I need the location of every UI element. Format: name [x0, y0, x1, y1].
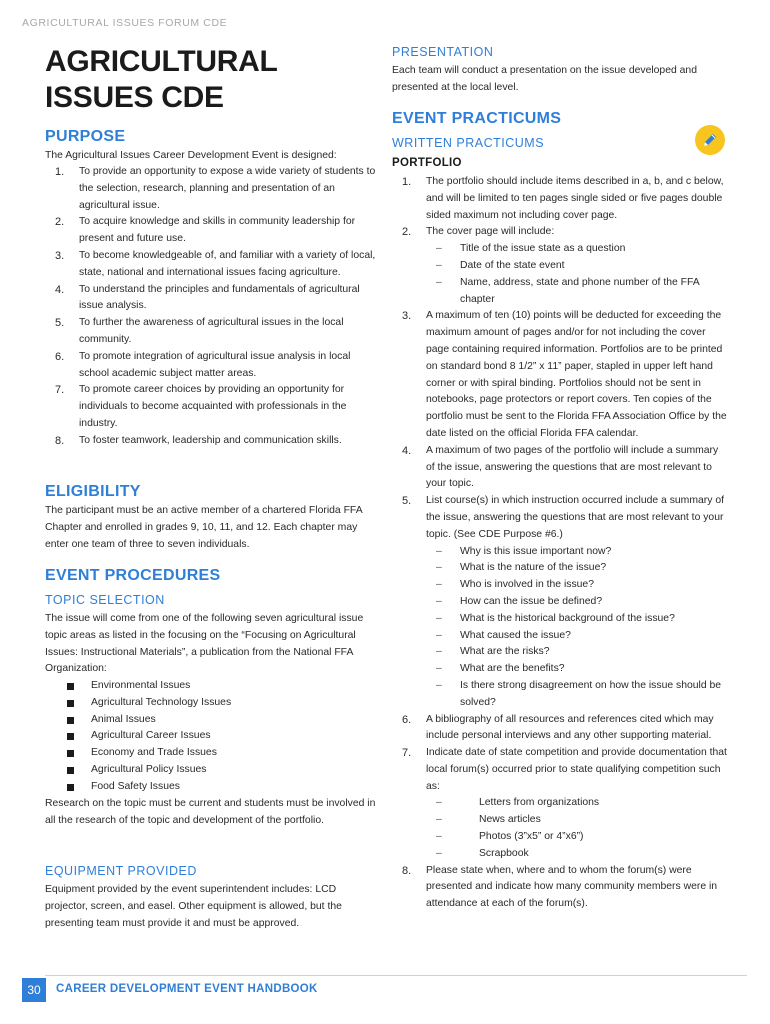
- item-number: 4.: [55, 283, 65, 296]
- sub-item: – Letters from organizations: [426, 795, 727, 812]
- topic-item: Agricultural Policy Issues: [45, 762, 380, 779]
- portfolio-item: [392, 863, 727, 913]
- item-number: 6.: [55, 350, 65, 363]
- purpose-intro: The Agricultural Issues Career Development Event is designed:: [45, 150, 337, 161]
- item-text: The portfolio should include items described in a, b, and c below, and will be limited to ten pages single sided or five pages double sided maximum not including cover page.: [426, 176, 724, 221]
- portfolio-item: [392, 308, 727, 442]
- purpose-item: [45, 248, 380, 282]
- purpose-item: [45, 315, 380, 349]
- written-practicums-heading: WRITTEN PRACTICUMS: [392, 136, 545, 150]
- sub-item: – What caused the issue?: [426, 628, 727, 645]
- item-number: 3.: [402, 310, 412, 323]
- purpose-item: [45, 214, 380, 248]
- sub-item: – Name, address, state and phone number of the FFA chapter: [426, 275, 727, 309]
- item-number: 8.: [402, 864, 412, 877]
- topic-item: Economy and Trade Issues: [45, 745, 380, 762]
- portfolio-item: [392, 712, 727, 746]
- page-number: 30: [22, 978, 46, 1002]
- purpose-item: [45, 164, 380, 214]
- item-number: 5.: [55, 317, 65, 330]
- footer-title: CAREER DEVELOPMENT EVENT HANDBOOK: [56, 983, 318, 995]
- purpose-item: [45, 282, 380, 316]
- event-procedures-heading: EVENT PROCEDURES: [45, 567, 221, 584]
- item-number: 7.: [402, 747, 412, 760]
- item-text: To become knowledgeable of, and familiar with a variety of local, state, national and international issues facing agriculture.: [79, 249, 376, 278]
- item-text: A bibliography of all resources and references cited which may include personal interviews and any other supporting material.: [426, 713, 714, 742]
- item-number: 1.: [402, 176, 412, 188]
- sub-item: – Date of the state event: [426, 258, 727, 275]
- pencil-icon: [695, 125, 725, 155]
- item-number: 3.: [55, 249, 65, 262]
- item-text: To promote career choices by providing an opportunity for individuals to become acquainted with professionals in the industry.: [79, 384, 347, 429]
- eligibility-text: The participant must be an active member of a chartered Florida FFA Chapter and enrolled in grades 9, 10, 11, and 12. Each chapter may enter one team of three to seven individuals.: [45, 505, 363, 550]
- equipment-heading: EQUIPMENT PROVIDED: [45, 864, 197, 878]
- sub-item: – What is the historical background of the issue?: [426, 611, 727, 628]
- sub-item: – Who is involved in the issue?: [426, 577, 727, 594]
- sub-item: – How can the issue be defined?: [426, 594, 727, 611]
- purpose-item: [45, 349, 380, 383]
- portfolio-heading: PORTFOLIO: [392, 157, 462, 169]
- sub-item: – Photos (3”x5” or 4”x6”): [426, 829, 727, 846]
- sub-item: – News articles: [426, 812, 727, 829]
- sub-list: [426, 241, 727, 308]
- item-number: 8.: [55, 434, 65, 447]
- page-title-line-2: ISSUES CDE: [45, 81, 224, 114]
- item-number: 1.: [55, 166, 65, 178]
- portfolio-item: [392, 174, 727, 224]
- item-number: 5.: [402, 495, 412, 508]
- equipment-text: Equipment provided by the event superintendent includes: LCD projector, screen, and easel. Other equipment is allowed, but the presenting team must provide it and must be approved.: [45, 884, 342, 929]
- purpose-item: [45, 433, 380, 450]
- topic-intro: The issue will come from one of the following seven agricultural issue topic areas as listed in the focusing on the “Focusing on Agricultural Issues: Instructional Materials”, a publication from the National FFA Organization:: [45, 613, 364, 675]
- sub-item: – What are the benefits?: [426, 661, 727, 678]
- sub-item: – What are the risks?: [426, 644, 727, 661]
- topic-list: [45, 678, 380, 796]
- item-text: List course(s) in which instruction occurred include a summary of the issue, answering the questions that are most relevant to your topic. (See CDE Purpose #6.): [426, 495, 724, 540]
- item-text: To promote integration of agricultural issue analysis in local school academic subject matter areas.: [79, 350, 351, 379]
- portfolio-item: [392, 443, 727, 493]
- sub-item: – What is the nature of the issue?: [426, 560, 727, 577]
- footer-divider: [45, 975, 747, 976]
- topic-item: Environmental Issues: [45, 678, 380, 695]
- topic-item: Agricultural Career Issues: [45, 728, 380, 745]
- page-title-line-1: AGRICULTURAL: [45, 45, 278, 78]
- item-text: A maximum of two pages of the portfolio will include a summary of the issue, answering the questions that are most relevant to your topic.: [426, 444, 719, 490]
- item-number: 4.: [402, 444, 412, 457]
- topic-item: Animal Issues: [45, 712, 380, 729]
- item-text: A maximum of ten (10) points will be deducted for exceeding the maximum amount of pages and/or for not including the cover page containing required information. Portfolios are to be printed on standard bond 8 1/2” x 11” paper, stapled in upper left hand corner or with spiral binding. Portfolios should not be sent in notebooks, page protectors or report covers. Ten copies of the portfolio must be sent to the Florida FFA Association Office by the date listed on the official Florida FFA calendar.: [426, 310, 727, 439]
- sub-item: – Title of the issue state as a question: [426, 241, 727, 258]
- portfolio-item: [392, 493, 727, 711]
- portfolio-item: [392, 224, 727, 308]
- topic-outro: Research on the topic must be current and students must be involved in all the research of the topic and development of the portfolio.: [45, 798, 376, 826]
- item-text: Indicate date of state competition and provide documentation that local forum(s) occurred prior to state qualifying competition such as:: [426, 747, 727, 792]
- page-title: [45, 44, 277, 116]
- sub-list: [426, 795, 727, 862]
- sub-item: – Why is this issue important now?: [426, 544, 727, 561]
- running-header: AGRICULTURAL ISSUES FORUM CDE: [22, 17, 228, 29]
- sub-item: – Is there strong disagreement on how the issue should be solved?: [426, 678, 727, 712]
- purpose-heading: PURPOSE: [45, 128, 126, 145]
- item-text: To foster teamwork, leadership and communication skills.: [79, 434, 342, 446]
- portfolio-item: [392, 745, 727, 863]
- item-number: 6.: [402, 713, 412, 726]
- item-number: 2.: [55, 216, 65, 229]
- item-number: 7.: [55, 384, 65, 397]
- eligibility-heading: ELIGIBILITY: [45, 483, 141, 500]
- topic-selection-heading: TOPIC SELECTION: [45, 593, 165, 607]
- item-text: To provide an opportunity to expose a wide variety of students to the selection, research, planning and presentation of an agricultural issue.: [79, 166, 376, 211]
- presentation-text: Each team will conduct a presentation on the issue developed and presented at the local level.: [392, 65, 697, 93]
- item-text: To acquire knowledge and skills in community leadership for present and future use.: [79, 216, 356, 245]
- topic-item: Food Safety Issues: [45, 779, 380, 796]
- topic-item: Agricultural Technology Issues: [45, 695, 380, 712]
- sub-item: – Scrapbook: [426, 846, 727, 863]
- purpose-item: [45, 382, 380, 432]
- item-text: To further the awareness of agricultural issues in the local community.: [79, 317, 344, 345]
- purpose-list: [45, 164, 380, 450]
- item-text: The cover page will include:: [426, 226, 555, 238]
- event-practicums-heading: EVENT PRACTICUMS: [392, 110, 562, 127]
- item-text: Please state when, where and to whom the forum(s) were presented and indicate how many community members were in attendance at each of the forum(s).: [426, 864, 718, 910]
- presentation-heading: PRESENTATION: [392, 45, 494, 59]
- item-number: 2.: [402, 226, 412, 239]
- sub-list: [426, 544, 727, 712]
- portfolio-list: [392, 174, 727, 913]
- item-text: To understand the principles and fundamentals of agricultural issue analysis.: [79, 283, 360, 312]
